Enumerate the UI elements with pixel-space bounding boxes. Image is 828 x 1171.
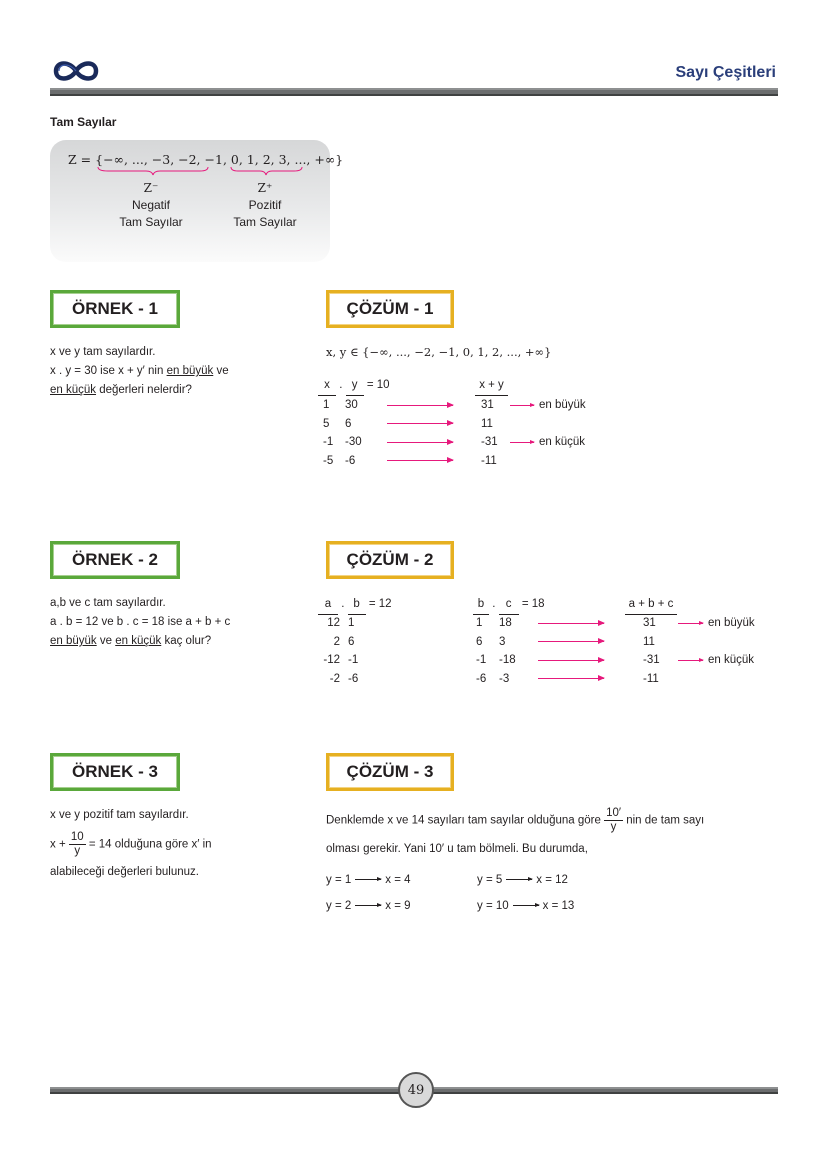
table-cell: 12 — [327, 617, 340, 629]
table-cell: 6 — [476, 635, 483, 648]
result-arrow-icon — [355, 879, 381, 880]
table-cell: -2 — [329, 672, 340, 685]
solution-3-frac-den: y — [610, 821, 617, 833]
solution-1-tag: ÇÖZÜM - 1 — [326, 290, 454, 328]
table-cell: -30 — [345, 436, 362, 448]
infinity-logo-icon — [50, 57, 102, 88]
result-y: y = 5 — [477, 874, 503, 886]
table-cell: 1 — [323, 399, 330, 411]
s1-note-max: en büyük — [539, 399, 586, 411]
table-cell: 3 — [499, 635, 506, 648]
solution-3-frac-num: 10′ — [606, 807, 622, 819]
example-3-frac-num: 10 — [70, 831, 84, 843]
intro-heading: Tam Sayılar — [50, 115, 117, 129]
s1-hdr-y: y — [346, 376, 364, 396]
set-negative-part: −∞, ..., −3, −2, −1 — [103, 152, 223, 167]
positive-label-2: Tam Sayılar — [233, 215, 297, 229]
set-positive-part: 1, 2, 3, ..., +∞ — [246, 152, 336, 167]
negative-integers-label — [96, 180, 206, 231]
example-1-text — [50, 343, 229, 400]
example-2-line-2: a . b = 12 ve b . c = 18 ise a + b + c — [50, 616, 231, 628]
s2-col-b — [348, 614, 358, 688]
header-rule — [50, 88, 778, 96]
solution-3-para-1-post: nin de tam sayı — [626, 814, 705, 827]
s2-col-c — [499, 614, 516, 688]
result-y: y = 2 — [326, 900, 352, 912]
positive-label-1: Pozitif — [248, 198, 282, 212]
s1-hdr-eq: = 10 — [366, 379, 390, 391]
s2-col-b2 — [476, 614, 486, 688]
s1-arrow-3 — [387, 442, 453, 443]
s2-hdr-eq-2: = 18 — [521, 598, 545, 610]
example-3-line-3: alabileceği değerleri bulunuz. — [50, 866, 199, 878]
example-1-tag: ÖRNEK - 1 — [50, 290, 180, 328]
s2-col-a — [318, 614, 340, 688]
positive-integers-label — [210, 180, 320, 231]
integer-set-notation — [68, 152, 343, 167]
result-x: x = 9 — [385, 900, 411, 912]
table-cell: -1 — [323, 436, 334, 448]
s2-hdr-sum: a + b + c — [625, 595, 677, 615]
solution-3-paragraph-1 — [326, 807, 704, 834]
set-suffix: } — [335, 152, 344, 167]
example-3-line-1: x ve y pozitif tam sayılardır. — [50, 809, 189, 821]
set-braces — [96, 166, 308, 176]
table-cell: -3 — [499, 672, 510, 685]
negative-symbol: Z⁻ — [143, 181, 159, 195]
s2-note-min: en küçük — [708, 654, 755, 666]
table-cell: -6 — [348, 672, 359, 685]
s1-hdr-dot: . — [339, 379, 343, 391]
s1-arrow-1 — [387, 405, 453, 406]
table-cell: 2 — [333, 635, 340, 648]
s1-note-arrow-max — [510, 405, 534, 406]
footer-rule-left — [50, 1087, 400, 1094]
footer-rule-right — [432, 1087, 778, 1094]
s1-arrow-4 — [387, 460, 453, 461]
table-cell: -11 — [481, 454, 497, 467]
s2-arrow-1 — [538, 623, 604, 624]
result-y: y = 1 — [326, 874, 352, 886]
table-cell: -5 — [323, 454, 334, 467]
solution-3-result-4 — [477, 897, 574, 916]
example-2-line-1: a,b ve c tam sayılardır. — [50, 597, 166, 609]
s1-arrow-2 — [387, 423, 453, 424]
s1-col-sum — [481, 396, 498, 470]
table-cell: 6 — [348, 635, 355, 648]
solution-3-para-1-pre: Denklemde x ve 14 sayıları tam sayılar olduğuna göre — [326, 814, 601, 827]
s2-hdr-b: b — [348, 595, 366, 615]
table-cell: -1 — [476, 654, 487, 666]
solution-2-tag: ÇÖZÜM - 2 — [326, 541, 454, 579]
solution-3-fraction — [604, 807, 623, 834]
table-cell: 31 — [481, 399, 494, 411]
example-3-tag: ÖRNEK - 3 — [50, 753, 180, 791]
example-1-line-3-post: değerleri nelerdir? — [96, 384, 192, 396]
table-cell: -31 — [481, 436, 498, 448]
example-2-text — [50, 594, 230, 651]
example-3-frac-den: y — [74, 845, 81, 857]
section-title: Sayı Çeşitleri — [675, 64, 776, 81]
table-cell: 1 — [348, 617, 355, 629]
table-cell: -1 — [348, 654, 359, 666]
result-arrow-icon — [355, 905, 381, 906]
example-1-en-kucuk: en küçük — [50, 384, 97, 396]
table-cell: 1 — [476, 617, 483, 629]
solution-1-sum-header — [475, 376, 508, 396]
table-cell: -18 — [499, 654, 516, 666]
solution-1-header — [318, 376, 390, 396]
page-number: 49 — [398, 1072, 434, 1108]
solution-3-result-3 — [326, 897, 411, 916]
solution-3-tag: ÇÖZÜM - 3 — [326, 753, 454, 791]
s2-hdr-a: a — [318, 595, 338, 615]
table-cell: -6 — [476, 672, 487, 685]
s1-col-a — [323, 396, 333, 470]
solution-3-result-1 — [326, 871, 411, 890]
result-arrow-icon — [506, 879, 532, 880]
positive-symbol: Z⁺ — [257, 181, 273, 195]
s2-arrow-2 — [538, 641, 604, 642]
table-cell: 11 — [643, 635, 655, 648]
example-2-line-3 — [50, 632, 230, 651]
result-y: y = 10 — [477, 900, 509, 912]
s2-col-sum — [643, 614, 660, 688]
example-2-en-kucuk: en küçük — [115, 635, 162, 647]
solution-1-set-line: x, y ∈ {−∞, ..., −2, −1, 0, 1, 2, ..., +∞} — [326, 345, 552, 359]
s2-arrow-3 — [538, 660, 604, 661]
example-3-fraction — [69, 831, 86, 858]
result-x: x = 13 — [542, 900, 575, 912]
example-1-line-2-pre: x . y = 30 ise x + y′ nin — [50, 365, 167, 377]
table-cell: -12 — [323, 654, 340, 666]
result-x: x = 4 — [385, 874, 411, 886]
table-cell: 18 — [499, 617, 512, 629]
example-3-eq-pre: x + — [50, 838, 66, 851]
example-2-tag: ÖRNEK - 2 — [50, 541, 180, 579]
example-2-line-3-mid: ve — [96, 635, 116, 647]
table-cell: -11 — [643, 672, 659, 685]
set-zero-part: , 0, — [222, 152, 247, 167]
s2-hdr-dot-2: . — [492, 598, 496, 610]
s2-arrow-4 — [538, 678, 604, 679]
s1-note-min: en küçük — [539, 436, 586, 448]
s1-hdr-x: x — [318, 376, 336, 396]
example-1-line-1: x ve y tam sayılardır. — [50, 346, 156, 358]
table-cell: 31 — [643, 617, 656, 629]
s1-col-b — [345, 396, 362, 470]
s1-hdr-sum: x + y — [475, 376, 508, 396]
table-cell: -6 — [345, 454, 356, 467]
s2-hdr-eq-1: = 12 — [368, 598, 392, 610]
example-2-line-3-post: kaç olur? — [161, 635, 212, 647]
s2-hdr-b2: b — [473, 595, 489, 615]
s2-hdr-dot-1: . — [341, 598, 345, 610]
negative-label-2: Tam Sayılar — [119, 215, 183, 229]
solution-3-paragraph-2: olması gerekir. Yani 10′ u tam bölmeli. Bu durumda, — [326, 843, 588, 855]
example-3-equation — [50, 831, 212, 858]
s2-note-arrow-max — [678, 623, 703, 624]
solution-3-result-2 — [477, 871, 568, 890]
example-3-eq-post: = 14 olduğuna göre x′ in — [88, 838, 212, 851]
example-2-en-buyuk: en büyük — [50, 635, 97, 647]
example-1-line-3 — [50, 381, 229, 400]
solution-2-sum-header — [625, 595, 677, 615]
example-1-line-2-post: ve — [213, 365, 229, 377]
result-x: x = 12 — [536, 874, 568, 886]
table-cell: -31 — [643, 654, 660, 666]
table-cell: 30 — [345, 399, 358, 411]
solution-2-header-ab — [318, 595, 392, 615]
s2-note-max: en büyük — [708, 617, 755, 629]
example-1-line-2 — [50, 362, 229, 381]
example-1-en-buyuk: en büyük — [166, 365, 214, 377]
negative-label-1: Negatif — [131, 198, 171, 212]
solution-2-header-bc — [473, 595, 545, 615]
table-cell: 11 — [481, 417, 493, 430]
table-cell: 5 — [323, 417, 330, 430]
result-arrow-icon — [513, 905, 539, 906]
s1-note-arrow-min — [510, 442, 534, 443]
table-cell: 6 — [345, 417, 352, 430]
set-prefix: Z = { — [68, 152, 104, 167]
s2-hdr-c: c — [499, 595, 519, 615]
s2-note-arrow-min — [678, 660, 703, 661]
